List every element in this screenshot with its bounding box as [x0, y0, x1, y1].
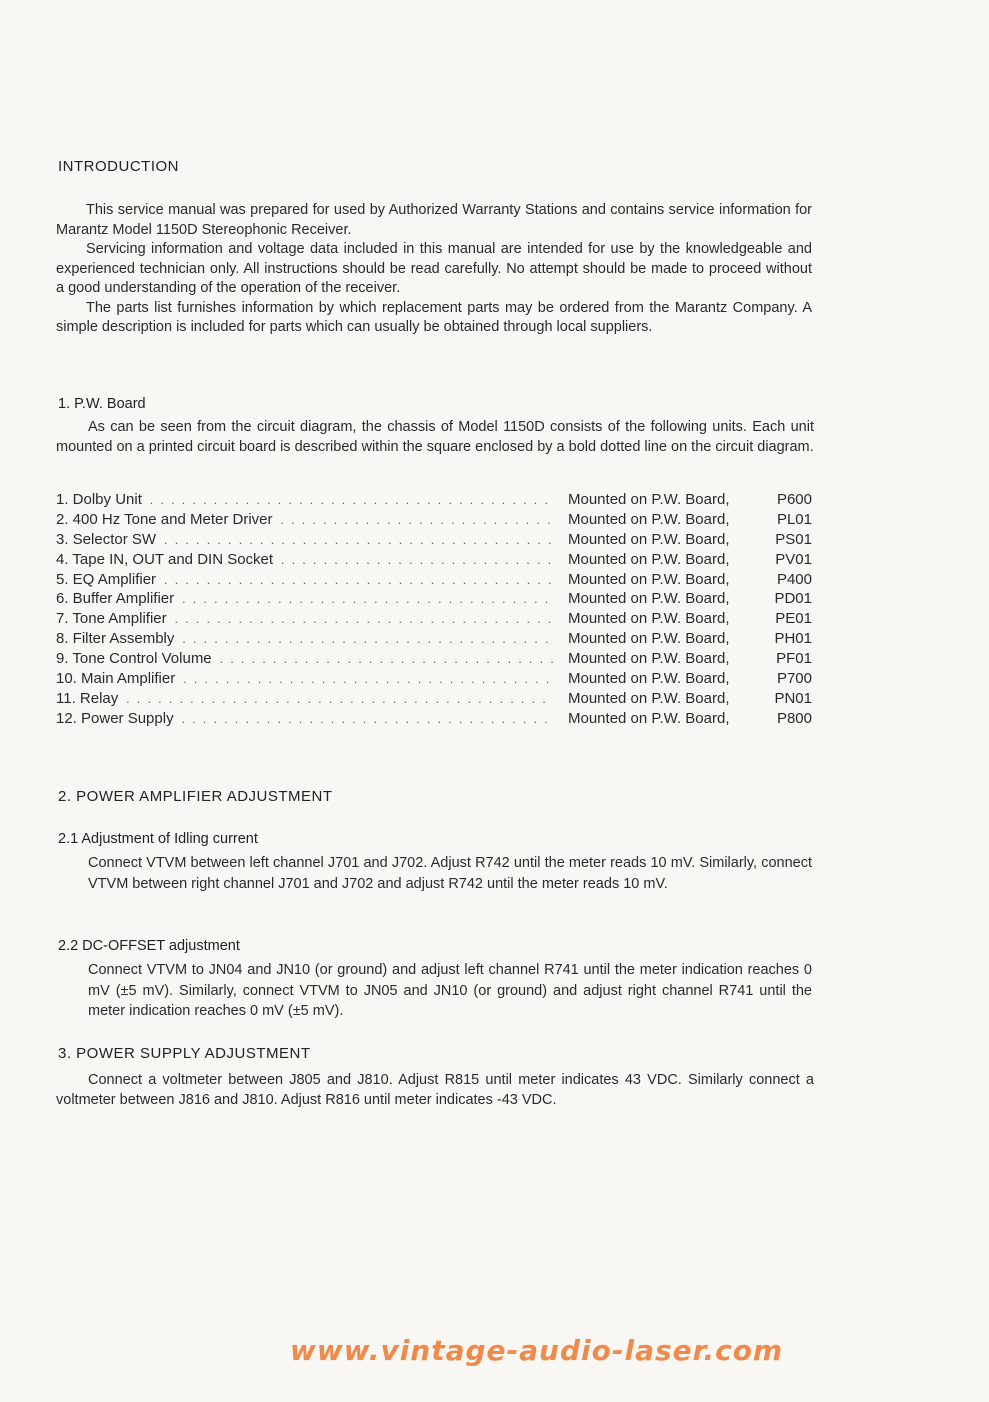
intro-heading: INTRODUCTION	[58, 158, 179, 175]
unit-code: PL01	[776, 510, 812, 528]
unit-code: PH01	[774, 630, 812, 648]
unit-row	[56, 710, 812, 730]
leader-dots	[281, 513, 555, 527]
leader-dots	[183, 672, 554, 686]
unit-name: 7. Tone Amplifier	[56, 610, 167, 628]
leader-dots	[126, 692, 554, 706]
unit-row	[56, 590, 812, 610]
intro-paragraph-1: This service manual was prepared for used by Authorized Warranty Stations and contains service information for Marantz Model 1150D Stereophonic Receiver.	[56, 202, 812, 238]
unit-list	[56, 491, 812, 730]
unit-code: PS01	[775, 530, 812, 548]
unit-code: PE01	[775, 610, 812, 628]
unit-name: 11. Relay	[56, 689, 119, 707]
unit-row	[56, 670, 812, 690]
unit-row	[56, 551, 812, 571]
unit-mount: Mounted on P.W. Board,	[568, 650, 730, 668]
unit-code: P800	[776, 709, 812, 727]
intro-paragraph-3: The parts list furnishes information by which replacement parts may be ordered from the Marantz Company. A simple description is included for parts which can usually be obtained through local suppliers.	[56, 299, 812, 335]
unit-code: P700	[776, 670, 812, 688]
unit-mount: Mounted on P.W. Board,	[568, 570, 730, 588]
unit-code: PN01	[774, 689, 812, 707]
unit-mount: Mounted on P.W. Board,	[568, 590, 730, 608]
unit-name: 12. Power Supply	[56, 709, 174, 727]
section2-2-heading: 2.2 DC-OFFSET adjustment	[58, 938, 240, 954]
unit-name: 2. 400 Hz Tone and Meter Driver	[56, 510, 273, 528]
intro-text	[56, 201, 812, 338]
unit-row	[56, 650, 812, 670]
unit-code: P400	[776, 570, 812, 588]
section2-2-text: Connect VTVM to JN04 and JN10 (or ground) and adjust left channel R741 until the meter indication reaches 0 mV (±5 mV). Similarly, connect VTVM to JN05 and JN10 (or ground) and adjust right channel R741 until the meter indication reaches 0 mV (±5 mV).	[88, 962, 812, 1019]
leader-dots	[164, 573, 554, 587]
section3-text: Connect a voltmeter between J805 and J810. Adjust R815 until meter indicates 43 VDC. Similarly connect a voltmeter between J816 and J810. Adjust R816 until meter indicates -43 VDC.	[56, 1072, 814, 1108]
watermark-url: www.vintage-audio-laser.com	[290, 1334, 784, 1367]
unit-row	[56, 610, 812, 630]
unit-row	[56, 571, 812, 591]
unit-mount: Mounted on P.W. Board,	[568, 510, 730, 528]
leader-dots	[150, 493, 554, 507]
section2-heading: 2. POWER AMPLIFIER ADJUSTMENT	[58, 788, 333, 805]
leader-dots	[281, 553, 554, 567]
unit-row	[56, 511, 812, 531]
unit-mount: Mounted on P.W. Board,	[568, 670, 730, 688]
leader-dots	[182, 712, 554, 726]
section3-heading: 3. POWER SUPPLY ADJUSTMENT	[58, 1045, 311, 1062]
unit-name: 3. Selector SW	[56, 530, 157, 548]
unit-row	[56, 690, 812, 710]
unit-name: 4. Tape IN, OUT and DIN Socket	[56, 550, 274, 568]
unit-code: PV01	[775, 550, 812, 568]
leader-dots	[175, 612, 554, 626]
unit-code: PF01	[776, 650, 812, 668]
unit-name: 1. Dolby Unit	[56, 491, 142, 508]
unit-name: 9. Tone Control Volume	[56, 650, 212, 668]
unit-name: 8. Filter Assembly	[56, 630, 175, 648]
section2-1-heading: 2.1 Adjustment of Idling current	[58, 831, 258, 847]
unit-name: 5. EQ Amplifier	[56, 570, 157, 588]
unit-code: PD01	[774, 590, 812, 608]
section1-heading: 1. P.W. Board	[58, 396, 146, 412]
unit-mount: Mounted on P.W. Board,	[568, 550, 730, 568]
unit-name: 10. Main Amplifier	[56, 670, 176, 688]
unit-name: 6. Buffer Amplifier	[56, 590, 175, 608]
unit-code: P600	[776, 491, 812, 508]
unit-mount: Mounted on P.W. Board,	[568, 530, 730, 548]
unit-row	[56, 630, 812, 650]
leader-dots	[182, 592, 554, 606]
unit-row	[56, 531, 812, 551]
section2-1-text: Connect VTVM between left channel J701 and J702. Adjust R742 until the meter reads 10 mV. Similarly, connect VTVM between right channel J701 and J702 and adjust R742 until the meter reads 10 mV.	[88, 855, 812, 892]
unit-mount: Mounted on P.W. Board,	[568, 709, 730, 727]
leader-dots	[164, 533, 554, 547]
leader-dots	[220, 652, 554, 666]
intro-paragraph-2: Servicing information and voltage data included in this manual are intended for use by the knowledgeable and experienced technician only. All instructions should be read carefully. No attempt should be made to proceed without a good understanding of the operation of the receiver.	[56, 241, 812, 296]
unit-row	[56, 491, 812, 511]
unit-mount: Mounted on P.W. Board,	[568, 630, 730, 648]
unit-mount: Mounted on P.W. Board,	[568, 610, 730, 628]
unit-mount: Mounted on P.W. Board,	[568, 689, 730, 707]
unit-mount: Mounted on P.W. Board,	[568, 491, 730, 508]
section1-text: As can be seen from the circuit diagram, the chassis of Model 1150D consists of the following units. Each unit mounted on a printed circuit board is described within the square enclosed by a bold dotted line on the circuit diagram.	[56, 419, 814, 455]
leader-dots	[182, 632, 554, 646]
